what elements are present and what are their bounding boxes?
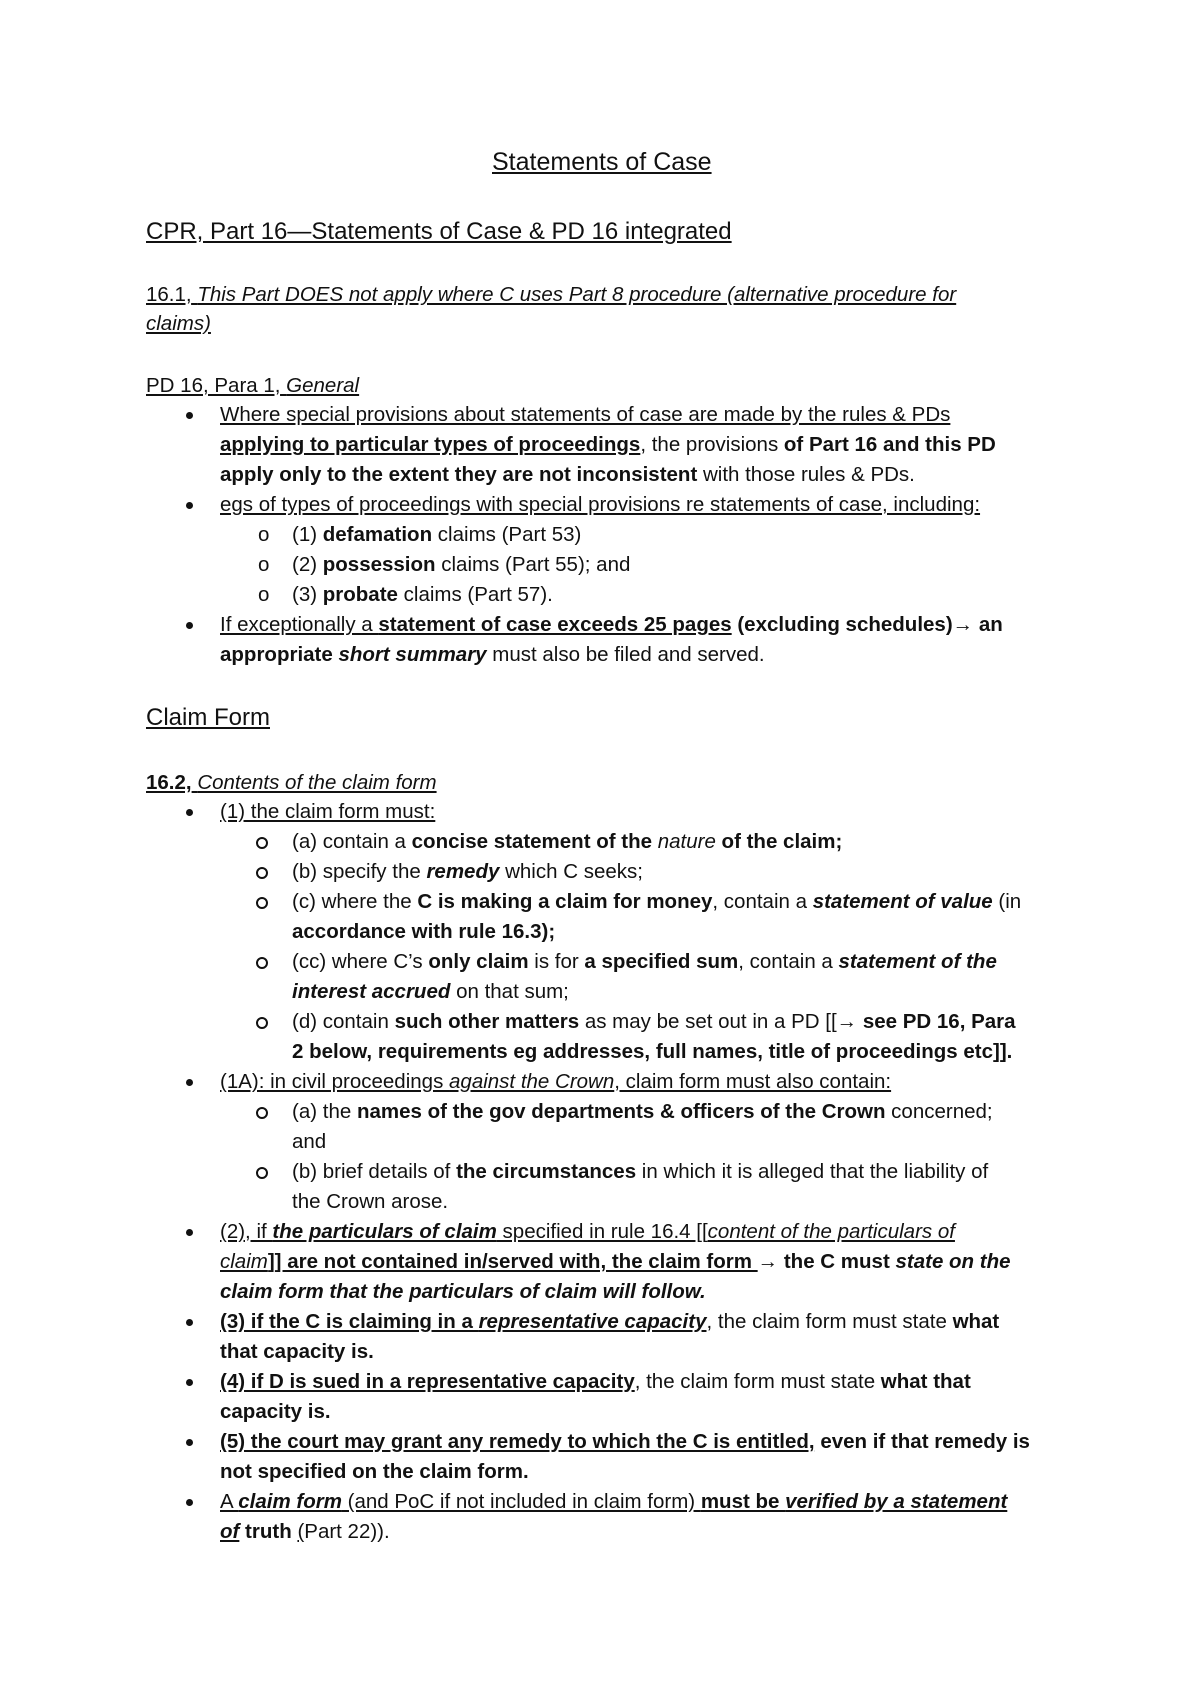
- pd16-bullet-1-line2: applying to particular types of proceedings, the provisions of Part 16 and this PD: [220, 433, 996, 456]
- bullet-icon: [186, 1439, 193, 1446]
- bullet-icon: [186, 1229, 193, 1236]
- para-1-item-c: (c) where the C is making a claim for money, contain a statement of value (in: [292, 890, 1022, 913]
- bullet-icon: [186, 1379, 193, 1386]
- rule-16-2-para-3-line2: that capacity is.: [220, 1340, 374, 1363]
- bullet-icon: [186, 502, 193, 509]
- rule-16-2-heading: 16.2, Contents of the claim form: [146, 771, 437, 794]
- pd16-bullet-3-line1: If exceptionally a statement of case exceeds 25 pages (excluding schedules)→ an: [220, 613, 1003, 636]
- rule-16-2-para-5-line2: not specified on the claim form.: [220, 1460, 529, 1483]
- para-1a-item-b-line2: the Crown arose.: [292, 1190, 449, 1213]
- rule-16-1-line2: claims): [146, 312, 211, 335]
- pd16-bullet-3-line2: appropriate short summary must also be filed and served.: [220, 643, 765, 666]
- bullet-icon: [186, 622, 193, 629]
- rule-16-1: [146, 280, 956, 310]
- rule-16-2-para-2-line1: (2), if the particulars of claim specified in rule 16.4 [[content of the particulars of: [220, 1220, 955, 1243]
- sub-bullet-icon: [256, 1167, 268, 1179]
- para-1a-item-b: (b) brief details of the circumstances in which it is alleged that the liability of: [292, 1160, 989, 1183]
- sub-bullet-marker: o: [258, 523, 270, 546]
- section-heading-claim-form: Claim Form: [146, 704, 270, 731]
- para-1-item-a: (a) contain a concise statement of the nature of the claim;: [292, 830, 843, 853]
- sub-bullet-icon: [256, 837, 268, 849]
- bullet-icon: [186, 1319, 193, 1326]
- sub-bullet-icon: [256, 1107, 268, 1119]
- pd16-bullet-1-line1: Where special provisions about statements of case are made by the rules & PDs: [220, 403, 951, 426]
- rule-16-2-para-2-line3: claim form that the particulars of claim will follow.: [220, 1280, 706, 1303]
- rule-16-1-text: This Part DOES not apply where C uses Part 8 procedure (alternative procedure for: [197, 283, 957, 306]
- sub-bullet-icon: [256, 897, 268, 909]
- arrow-icon: →: [952, 613, 974, 636]
- sub-item-defamation: (1) defamation claims (Part 53): [292, 523, 582, 546]
- rule-16-2-para-1a: (1A): in civil proceedings against the Crown, claim form must also contain:: [220, 1070, 892, 1093]
- page-title: Statements of Case: [492, 148, 712, 176]
- para-1-item-d-line2: 2 below, requirements eg addresses, full names, title of proceedings etc]].: [292, 1040, 1013, 1063]
- para-1-item-b: (b) specify the remedy which C seeks;: [292, 860, 643, 883]
- bullet-icon: [186, 412, 193, 419]
- para-1a-item-a-line2: and: [292, 1130, 327, 1153]
- arrow-icon: →: [757, 1250, 779, 1273]
- bullet-icon: [186, 809, 193, 816]
- rule-16-2-para-2-line2: claim]] are not contained in/served with, the claim form → the C must state on the: [220, 1250, 1011, 1273]
- rule-16-2-para-5: (5) the court may grant any remedy to which the C is entitled, even if that remedy is: [220, 1430, 1030, 1453]
- sub-bullet-icon: [256, 867, 268, 879]
- sub-bullet-icon: [256, 1017, 268, 1029]
- rule-16-1-number: 16.1,: [146, 283, 192, 306]
- para-1-item-d: (d) contain such other matters as may be set out in a PD [[→ see PD 16, Para: [292, 1010, 1016, 1033]
- sub-bullet-icon: [256, 957, 268, 969]
- para-1-item-cc-line2: interest accrued on that sum;: [292, 980, 569, 1003]
- sub-item-probate: (3) probate claims (Part 57).: [292, 583, 553, 606]
- rule-16-2-para-4: (4) if D is sued in a representative capacity, the claim form must state what that: [220, 1370, 971, 1393]
- bullet-icon: [186, 1079, 193, 1086]
- para-1-item-c-line2: accordance with rule 16.3);: [292, 920, 556, 943]
- rule-16-2-para-4-line2: capacity is.: [220, 1400, 331, 1423]
- pd16-bullet-2: egs of types of proceedings with special provisions re statements of case, including:: [220, 493, 981, 516]
- rule-16-2-verification: A claim form (and PoC if not included in claim form) must be verified by a statement: [220, 1490, 1008, 1513]
- sub-bullet-marker: o: [258, 583, 270, 606]
- para-1-item-cc: (cc) where C’s only claim is for a specified sum, contain a statement of the: [292, 950, 997, 973]
- para-1a-item-a: (a) the names of the gov departments & officers of the Crown concerned;: [292, 1100, 993, 1123]
- pd16-bullet-1-line3: apply only to the extent they are not inconsistent with those rules & PDs.: [220, 463, 915, 486]
- rule-16-2-para-1: (1) the claim form must:: [220, 800, 436, 823]
- sub-bullet-marker: o: [258, 553, 270, 576]
- arrow-icon: →: [836, 1010, 858, 1033]
- section-heading-cpr: CPR, Part 16—Statements of Case & PD 16 integrated: [146, 218, 732, 245]
- pd16-para1-heading: PD 16, Para 1, General: [146, 374, 360, 397]
- sub-item-possession: (2) possession claims (Part 55); and: [292, 553, 631, 576]
- rule-16-2-para-3: (3) if the C is claiming in a representative capacity, the claim form must state what: [220, 1310, 1000, 1333]
- rule-16-2-verification-line2: of truth (Part 22)).: [220, 1520, 390, 1543]
- bullet-icon: [186, 1499, 193, 1506]
